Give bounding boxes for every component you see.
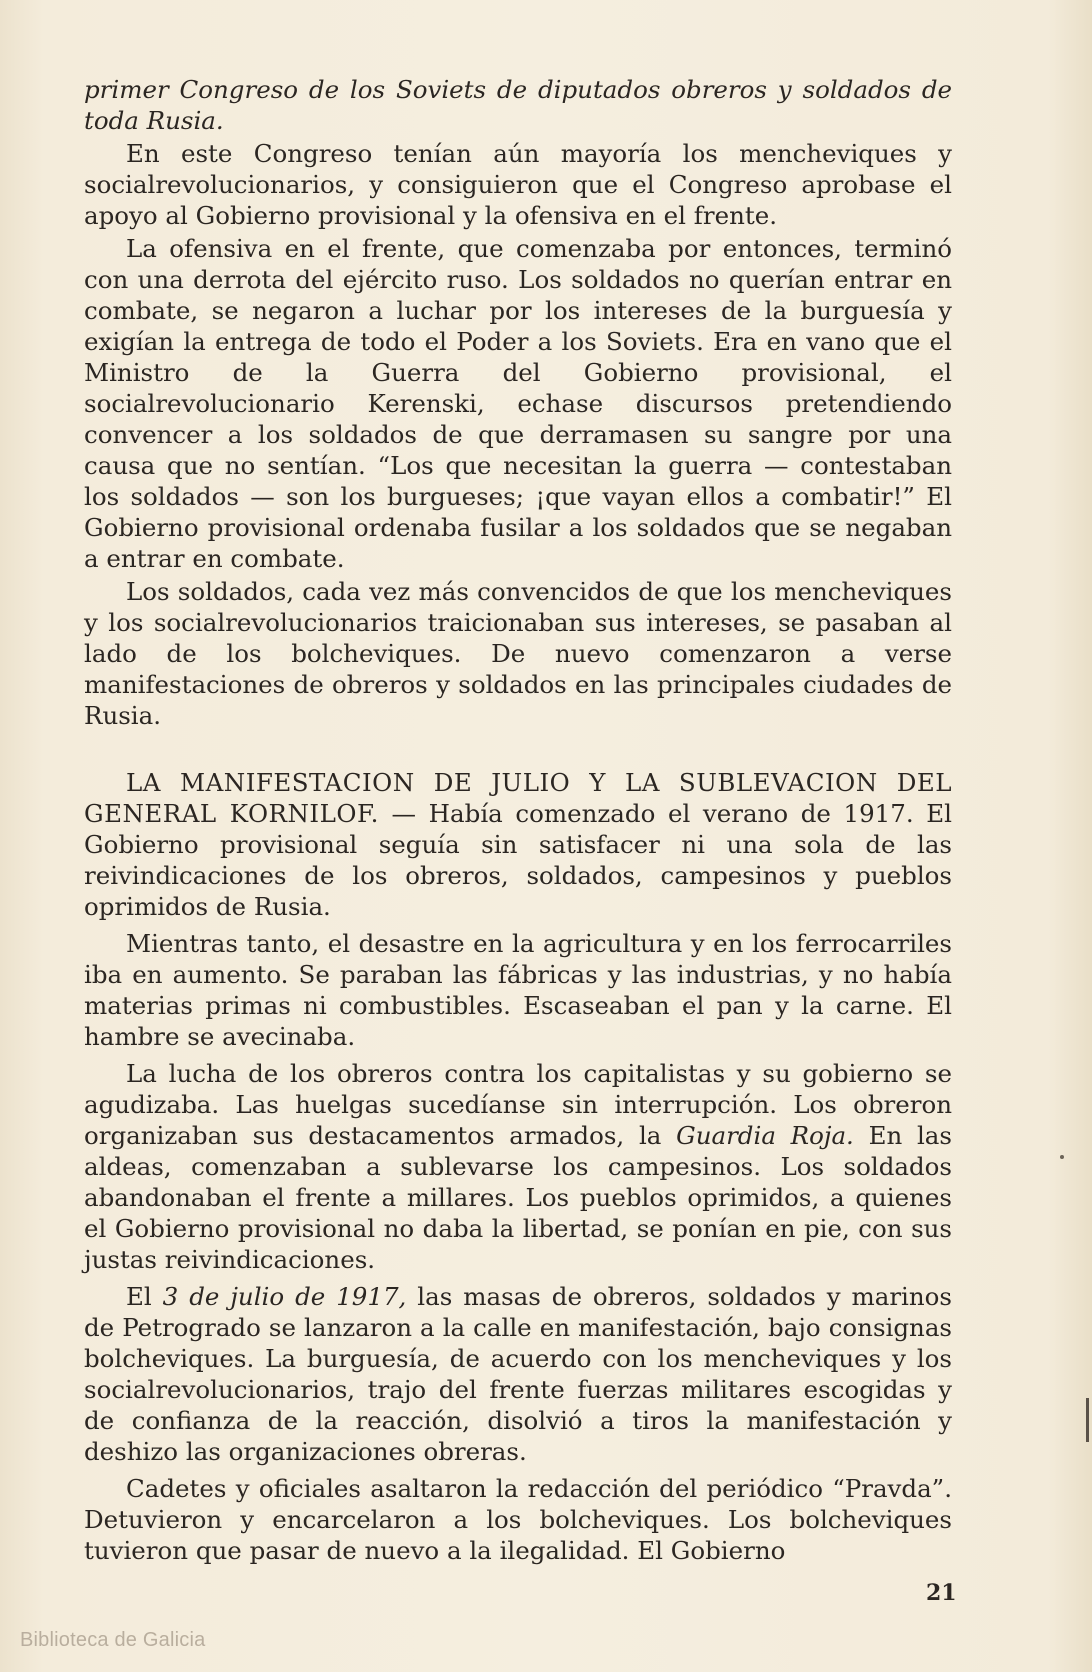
paragraph-text: las masas de obreros, soldados y marinos de Petrogrado se lanzaron a la calle en manifestación, bajo consignas bolcheviques. La burguesía, de acuerdo con los mencheviques y los socialrevolucionarios, trajo del frente fuerzas militares escogidas y de confianza de la reacción, disolvió a tiros la manifestación y deshizo las organizaciones obreras.	[84, 1282, 952, 1466]
italic-term: Guardia Roja.	[676, 1121, 854, 1150]
paragraph	[84, 1281, 952, 1467]
page-number: 21	[926, 1580, 957, 1606]
italic-date: 3 de julio de 1917,	[162, 1282, 407, 1311]
paragraph	[84, 1058, 952, 1275]
paragraph-text: La lucha de los obreros contra los capitalistas y su gobierno se agudizaba. Las huelgas sucedíanse sin interrupción. Los obreron organizaban sus destacamentos armados, la	[84, 1059, 952, 1150]
paragraph: En este Congreso tenían aún mayoría los mencheviques y socialrevolucionarios, y consiguieron que el Congreso aprobase el apoyo al Gobierno provisional y la ofensiva en el frente.	[84, 139, 952, 230]
body-text	[84, 74, 952, 1566]
paragraph: Los soldados, cada vez más convencidos de que los mencheviques y los socialrevolucionarios traicionaban sus intereses, se pasaban al lado de los bolcheviques. De nuevo comenzaron a verse manifestaciones de obreros y soldados en las principales ciudades de Rusia.	[84, 577, 952, 730]
section-paragraph	[84, 767, 952, 922]
ink-spot	[1060, 1155, 1064, 1159]
paragraph: La ofensiva en el frente, que comenzaba por entonces, terminó con una derrota del ejército ruso. Los soldados no querían entrar en combate, se negaron a luchar por los intereses de la burguesía y exigían la entrega de todo el Poder a los Soviets. Era en vano que el Ministro de la Guerra del Gobierno provisional, el socialrevolucionario Kerenski, echase discursos pretendiendo convencer a los soldados de que derramasen su sangre por una causa que no sentían. “Los que necesitan la guerra — contestaban los soldados — son los burgueses; ¡que vayan ellos a combatir!” El Gobierno provisional ordenaba fusilar a los soldados que se negaban a entrar en combate.	[84, 234, 952, 573]
page-edge-mark	[1086, 1398, 1089, 1442]
paragraph-text: En las aldeas, comenzaban a sublevarse los campesinos. Los soldados abandonaban el frente a millares. Los pueblos oprimidos, a quienes el Gobierno provisional no daba la libertad, se ponían en pie, con sus justas reivindicaciones.	[84, 1121, 952, 1274]
paragraph-text: El	[126, 1282, 163, 1311]
paragraph-continuation: primer Congreso de los Soviets de diputados obreros y soldados de toda Rusia.	[84, 75, 952, 135]
section-heading: LA MANIFESTACION DE JULIO Y LA SUBLEVACION DEL GENERAL KORNILOF.	[84, 768, 952, 828]
library-watermark: Biblioteca de Galicia	[20, 1629, 206, 1651]
section-lead-text: — Había comenzado el verano de 1917. El Gobierno provisional seguía sin satisfacer ni una sola de las reivindicaciones de los obreros, soldados, campesinos y pueblos oprimidos de Rusia.	[84, 799, 952, 921]
paragraph: Mientras tanto, el desastre en la agricultura y en los ferrocarriles iba en aumento. Se paraban las fábricas y las industrias, y no había materias primas ni combustibles. Escaseaban el pan y la carne. El hambre se avecinaba.	[84, 929, 952, 1051]
paragraph: Cadetes y oficiales asaltaron la redacción del periódico “Pravda”. Detuvieron y encarcelaron a los bolcheviques. Los bolcheviques tuvieron que pasar de nuevo a la ilegalidad. El Gobierno	[84, 1474, 952, 1565]
